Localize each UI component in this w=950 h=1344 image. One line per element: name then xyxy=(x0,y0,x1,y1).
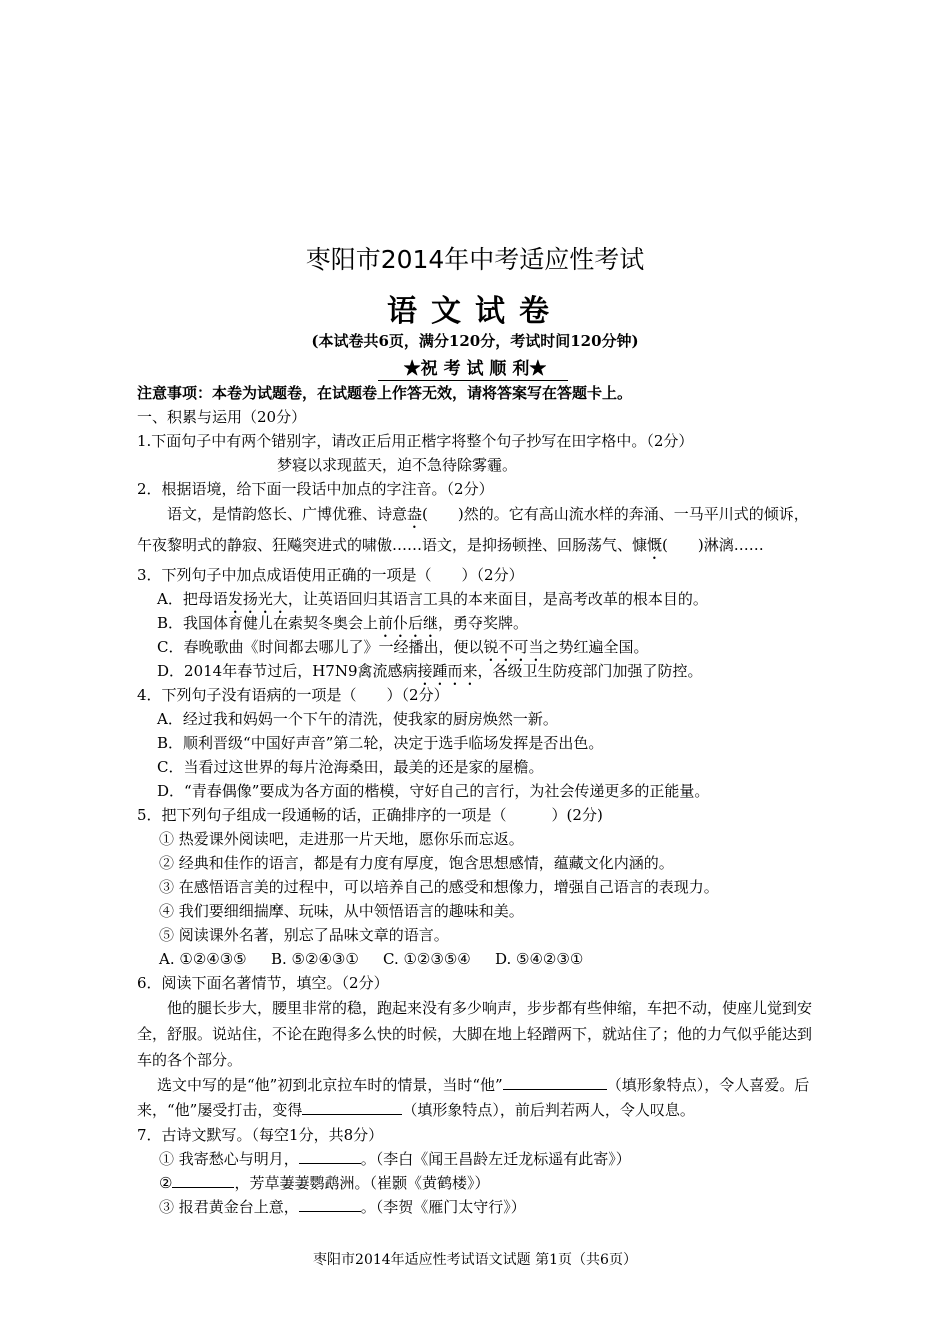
q4-option-c: C．当看过这世界的每片沧海桑田，最美的还是家的屋檐。 xyxy=(157,758,544,776)
q7-blank-1[interactable] xyxy=(299,1149,361,1164)
q4-option-d: D．“青春偶像”要成为各方面的楷模，守好自己的言行，为社会传递更多的正能量。 xyxy=(157,782,710,800)
q6-text-2: （填形象特点），令人喜爱。后来，“他”屡受打击，变得 xyxy=(137,1076,810,1119)
q6-passage: 他的腿长步大，腰里非常的稳，跑起来没有多少响声，步步都有些伸缩，车把不动，使座儿觉到安全，舒服。说站住，不论在跑得多么快的时候，大脚在地上轻蹭两下，就站住了；他的力气似乎能达到车的各个部分。 xyxy=(137,999,813,1069)
section-heading: 一、积累与运用（20分） xyxy=(137,408,307,426)
q2-text-3: ( )淋漓…… xyxy=(662,536,764,554)
q5-stem: 5．把下列句子组成一段通畅的话，正确排序的一项是（ ）(2分) xyxy=(137,806,603,824)
q6-blank-2[interactable] xyxy=(302,1100,402,1115)
blessing-text: ★祝 考 试 顺 利★ xyxy=(403,359,547,379)
option-text: ，勇夺奖牌。 xyxy=(438,614,529,632)
q5-sentence-5: ⑤ 阅读课外名著，别忘了品味文章的语言。 xyxy=(159,926,449,944)
q7-blank-2[interactable] xyxy=(172,1173,234,1188)
q7-text: ① 我寄愁心与明月， xyxy=(159,1150,299,1168)
option-text: ，让英语回归其语言工具的本来面目，是高考改革的根本目的。 xyxy=(287,590,708,608)
exam-title: 枣阳市2014年中考适应性考试 xyxy=(305,245,645,274)
notice: 注意事项：本卷为试题卷，在试题卷上作答无效，请将答案写在答题卡上。 xyxy=(137,384,633,402)
q7-line-1 xyxy=(137,1147,817,1171)
dotted-idiom: 前仆后继 xyxy=(378,614,439,632)
q2-passage xyxy=(137,501,817,563)
q6-fill xyxy=(137,1073,817,1123)
dotted-idiom: 接踵而来 xyxy=(417,662,478,680)
q6-blank-1[interactable] xyxy=(503,1075,607,1090)
q2-dotted-char-1: 盎 xyxy=(407,505,423,523)
q3-option-d xyxy=(137,659,817,683)
q7-stem: 7．古诗文默写。（每空1分，共8分） xyxy=(137,1126,384,1144)
exam-content xyxy=(137,381,817,1219)
q1-sentence: 梦寝以求现蓝天，迫不急待除雾霾。 xyxy=(277,456,518,474)
option-text: D．2014年春节过后，H7N9禽流感病 xyxy=(157,662,418,680)
q7-line-2 xyxy=(137,1171,817,1195)
q7-line-3 xyxy=(137,1195,817,1219)
option-text: ，各级卫生防疫部门加强了防控。 xyxy=(477,662,703,680)
q7-text: ③ 报君黄金台上意， xyxy=(159,1198,299,1216)
q4-option-a: A．经过我和妈妈一个下午的清洗，使我家的厨房焕然一新。 xyxy=(157,710,558,728)
q1-stem: 1.下面句子中有两个错别字，请改正后用正楷字将整个句子抄写在田字格中。（2分） xyxy=(137,432,694,450)
q5-option-d: D. ⑤④②③① xyxy=(495,950,584,968)
q6-text-3: （填形象特点），前后判若两人，令人叹息。 xyxy=(402,1101,695,1119)
q3-option-c xyxy=(137,635,817,659)
q6-text-1: 选文中写的是“他”初到北京拉车时的情景，当时“他” xyxy=(157,1076,503,1094)
q5-sentence-3: ③ 在感悟语言美的过程中，可以培养自己的感受和想像力，增强自己语言的表现力。 xyxy=(159,878,719,896)
dotted-idiom: 发扬光大 xyxy=(227,590,288,608)
q5-option-c: C. ①②③⑤④ xyxy=(383,950,471,968)
q5-sentence-4: ④ 我们要细细揣摩、玩味，从中领悟语言的趣味和美。 xyxy=(159,902,524,920)
option-text: B．我国体育健儿在索契冬奥会上 xyxy=(157,614,379,632)
q7-blank-3[interactable] xyxy=(299,1197,361,1212)
q2-text-1: 语文，是情韵悠长、广博优雅、诗意 xyxy=(167,505,408,523)
q5-options xyxy=(137,947,817,971)
q2-dotted-char-2: 慨 xyxy=(647,536,663,554)
subject-title: 语文试卷 xyxy=(387,294,563,329)
option-text: A．把母语 xyxy=(157,590,228,608)
q7-text: ，芳草萋萋鹦鹉洲。（崔颢《黄鹤楼》） xyxy=(234,1174,490,1192)
option-text: C．春晚歌曲《时间都去哪儿了》一经播出，便以 xyxy=(157,638,484,656)
q5-sentence-2: ② 经典和佳作的语言，都是有力度有厚度，饱含思想感情，蕴藏文化内涵的。 xyxy=(159,854,674,872)
dotted-idiom: 锐不可当 xyxy=(483,638,544,656)
q6-stem: 6．阅读下面名著情节，填空。（2分） xyxy=(137,974,389,992)
q4-option-b: B．顺利晋级“中国好声音”第二轮，决定于选手临场发挥是否出色。 xyxy=(157,734,604,752)
q2-text-2: ( )然的。它有高山流水样的奔涌、一马平川式的倾诉，午夜黎明式的静寂、狂飚突进式的啸傲……语文，是抑扬顿挫、回肠荡气、慷 xyxy=(137,505,809,554)
option-text: 之势红遍全国。 xyxy=(543,638,649,656)
q7-text: 。（李贺《雁门太守行》） xyxy=(360,1198,526,1216)
q5-option-b: B. ⑤②④③① xyxy=(271,950,359,968)
q5-sentence-1: ① 热爱课外阅读吧，走进那一片天地，愿你乐而忘返。 xyxy=(159,830,524,848)
q3-option-a xyxy=(137,587,817,611)
q2-stem: 2．根据语境，给下面一段话中加点的字注音。（2分） xyxy=(137,480,494,498)
exam-info: (本试卷共6页，满分120分，考试时间120分钟) xyxy=(311,332,639,350)
q7-text: 。（李白《闻王昌龄左迁龙标遥有此寄》） xyxy=(360,1150,631,1168)
q3-option-b xyxy=(137,611,817,635)
q4-stem: 4．下列句子没有语病的一项是（ ）（2分） xyxy=(137,686,449,704)
q7-text: ② xyxy=(159,1174,173,1192)
q3-stem: 3．下列句子中加点成语使用正确的一项是（ ）（2分） xyxy=(137,566,524,584)
page-footer: 枣阳市2014年适应性考试语文试题 第1页（共6页） xyxy=(313,1252,637,1268)
q5-option-a: A. ①②④③⑤ xyxy=(159,950,247,968)
